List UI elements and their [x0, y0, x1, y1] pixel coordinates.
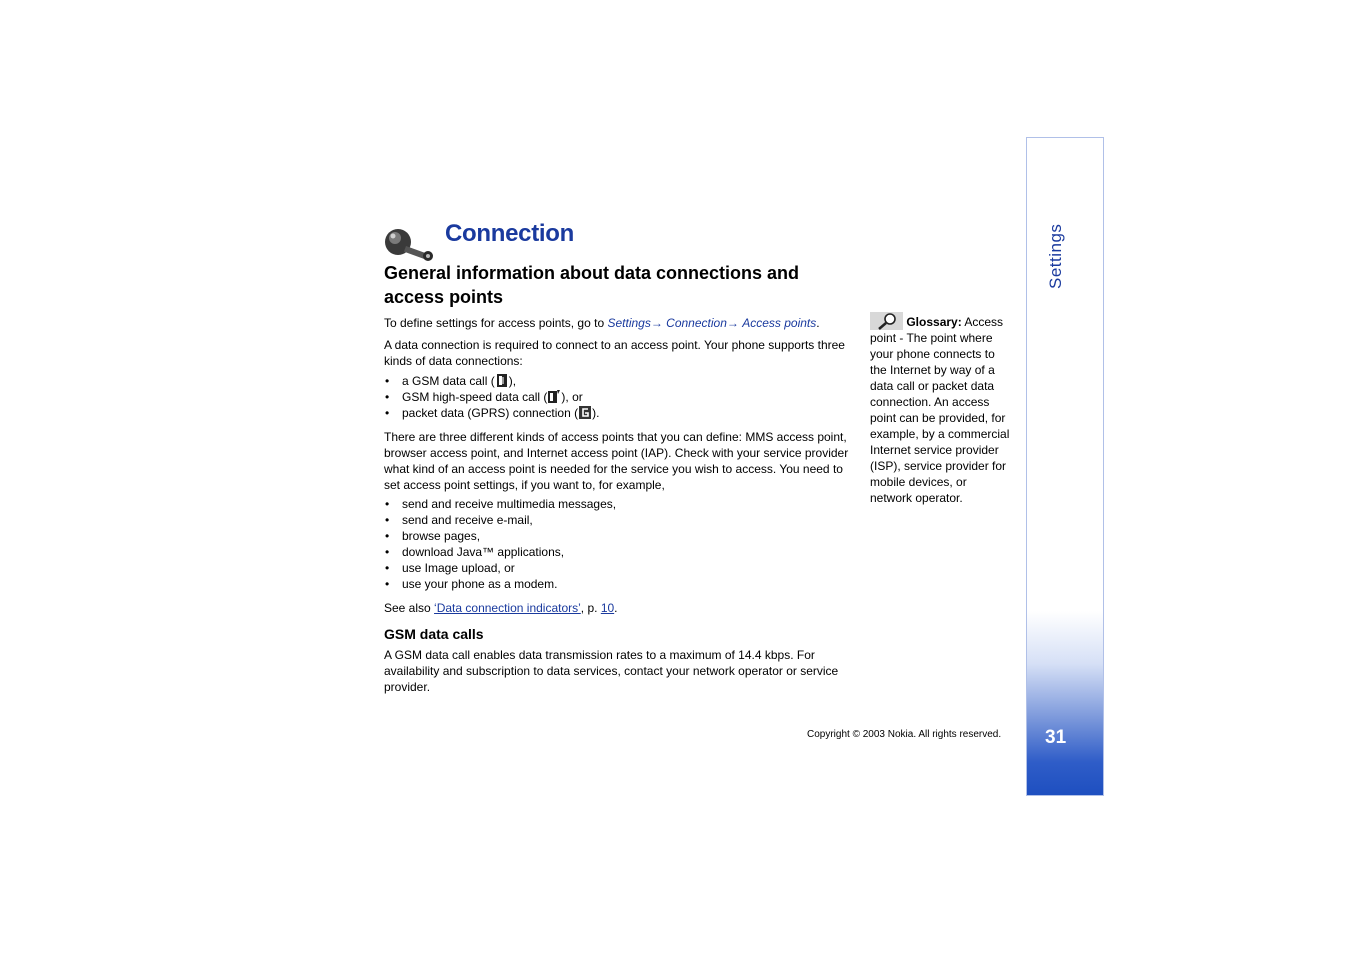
period: .	[614, 601, 618, 615]
data-connection-indicators-link[interactable]: ‘Data connection indicators’	[434, 601, 581, 615]
list-item-text: GSM high-speed data call (	[402, 390, 548, 404]
list-item-text: ),	[508, 374, 517, 388]
paragraph-access-points: There are three different kinds of access points that you can define: MMS access point, browser access point, and Internet access point (IAP). Check with your service provider what kind of an access point is needed for the service you wish to access. You need to set access point settings, if you want to, for example,	[384, 430, 849, 492]
access-points-path-link[interactable]: Access points	[742, 316, 817, 330]
glossary-label: Glossary:	[906, 315, 962, 329]
list-item: • use your phone as a modem.	[384, 576, 854, 592]
section-tab-label	[1026, 137, 1104, 307]
list-item-text: ).	[592, 406, 600, 420]
paragraph-data-connection: A data connection is required to connect to an access point. Your phone supports three kinds of data connections:	[384, 338, 845, 368]
connection-settings-icon	[384, 226, 436, 262]
period: .	[816, 316, 820, 330]
gsm-data-call-icon	[496, 374, 508, 387]
see-also-text: See also	[384, 601, 435, 615]
magnifier-icon	[870, 312, 903, 330]
settings-path-link[interactable]: Settings	[607, 316, 651, 330]
glossary-note	[870, 312, 1012, 506]
list-item-text: packet data (GPRS) connection (	[402, 406, 579, 420]
list-item	[384, 405, 854, 421]
subheading-gsm-data-calls: GSM data calls	[384, 626, 484, 642]
section-tab-text: Settings	[1046, 223, 1065, 289]
list-item-text: a GSM data call (	[402, 374, 495, 388]
intro-text: To define settings for access points, go to	[384, 316, 608, 330]
list-item: • send and receive e-mail,	[384, 512, 854, 528]
connection-types-list	[384, 373, 854, 421]
high-speed-data-call-icon	[548, 390, 560, 403]
list-item	[384, 389, 854, 405]
gprs-packet-data-icon	[579, 406, 591, 419]
see-also-line	[384, 600, 854, 616]
page-title: Connection	[445, 220, 574, 247]
page-number: 31	[1045, 727, 1067, 748]
glossary-text: Access point - The point where your phone connects to the Internet by way of a data call or packet data connection. An access point can be provided, for example, by a commercial Internet service provider (ISP), service provider for mobile devices, or network operator.	[870, 315, 1010, 505]
list-item: • use Image upload, or	[384, 560, 854, 576]
list-item: • browse pages,	[384, 528, 854, 544]
list-item: • send and receive multimedia messages,	[384, 496, 854, 512]
paragraph-gsm-data-calls: A GSM data call enables data transmission rates to a maximum of 14.4 kbps. For availability and subscription to data services, contact your network operator or service provider.	[384, 648, 839, 694]
connection-path-link[interactable]: Connection	[666, 316, 727, 330]
section-heading: General information about data connections and access points	[384, 263, 800, 307]
usage-list	[384, 496, 854, 592]
list-item: • download Java™ applications,	[384, 544, 854, 560]
intro-paragraph	[384, 315, 854, 331]
arrow-icon: →	[726, 316, 739, 330]
copyright: Copyright © 2003 Nokia. All rights reserved.	[807, 729, 1002, 740]
page-reference-link[interactable]: 10	[600, 601, 615, 615]
arrow-icon: →	[650, 316, 663, 330]
list-item-text: ), or	[561, 390, 583, 404]
list-item	[384, 373, 854, 389]
see-also-text: , p.	[580, 601, 601, 615]
